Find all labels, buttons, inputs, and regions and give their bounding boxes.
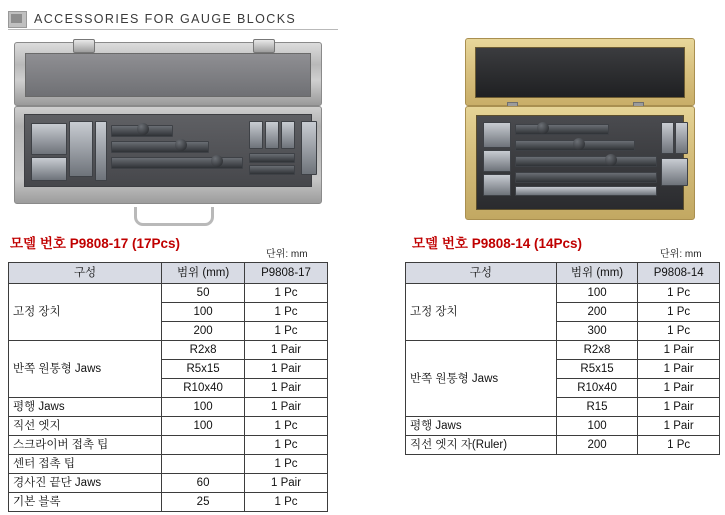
cell-quantity: 1 Pc [245,303,328,322]
cell-component: 평행 Jaws [9,398,162,417]
cell-quantity: 1 Pair [245,341,328,360]
table-row [9,455,328,474]
cell-quantity: 1 Pc [245,436,328,455]
tool-holder [515,172,657,183]
tool-holder [515,124,609,135]
cell-quantity: 1 Pair [245,474,328,493]
table-header-row [406,263,720,284]
page-header [8,8,340,30]
right-model-line [412,232,582,252]
table-row [9,341,328,360]
cell-range [162,436,245,455]
right-model-number: P9808-14 [471,236,531,251]
right-model-label: 모델 번호 [412,236,468,251]
tool-bar [95,121,107,181]
cell-component: 고정 장치 [406,284,557,341]
cell-quantity: 1 Pc [245,417,328,436]
tool-tip [265,121,279,149]
cell-quantity: 1 Pc [638,284,720,303]
cell-quantity: 1 Pair [638,417,720,436]
cell-range: 100 [162,398,245,417]
case-handle [134,207,214,226]
cell-quantity: 1 Pc [245,322,328,341]
cell-range: 100 [556,284,638,303]
cell-range: 25 [162,493,245,512]
cell-quantity: 1 Pc [245,284,328,303]
cell-range: R10x40 [556,379,638,398]
case-lid [465,38,695,106]
knob-icon [211,155,223,167]
cell-range: 200 [162,322,245,341]
cell-quantity: 1 Pc [245,493,328,512]
table-row [9,284,328,303]
cell-quantity: 1 Pc [638,322,720,341]
table-row [9,493,328,512]
case-lid [14,42,322,106]
tool-block [31,157,67,181]
flag-icon [8,11,27,28]
wooden-case-photo [455,30,705,230]
cell-component: 직선 엣지 자(Ruler) [406,436,557,455]
cell-component: 평행 Jaws [406,417,557,436]
knob-icon [537,122,549,134]
page-title: ACCESSORIES FOR GAUGE BLOCKS [34,12,297,26]
tool-holder [111,141,209,153]
header-component: 구성 [9,263,162,284]
cell-quantity: 1 Pair [245,398,328,417]
cell-quantity: 1 Pc [638,303,720,322]
cell-range: 100 [162,303,245,322]
cell-range: R2x8 [162,341,245,360]
cell-range: 60 [162,474,245,493]
cell-range: 200 [556,303,638,322]
knob-icon [605,154,617,166]
header-component: 구성 [406,263,557,284]
case-body [465,106,695,220]
header-divider [8,29,338,30]
tool-block [483,150,511,172]
body-foam [24,114,312,187]
cell-component: 센터 접촉 팁 [9,455,162,474]
cell-range: 100 [556,417,638,436]
tool-jaw [69,121,93,177]
cell-range: R2x8 [556,341,638,360]
knob-icon [573,138,585,150]
tool-block [483,174,511,196]
right-spec-table [405,262,720,455]
right-unit-note: 단위: mm [660,249,702,260]
table-row [406,436,720,455]
right-table-body [406,284,720,455]
tool-holder [111,157,243,169]
table-row [9,474,328,493]
cell-quantity: 1 Pair [245,360,328,379]
left-model-label: 모델 번호 [10,236,66,251]
tool-small [249,153,295,163]
body-foam [476,115,684,210]
knob-icon [175,139,187,151]
cell-component: 고정 장치 [9,284,162,341]
cell-range: 50 [162,284,245,303]
tool-block [483,122,511,148]
cell-quantity: 1 Pair [638,341,720,360]
cell-range: R5x15 [162,360,245,379]
knob-icon [137,123,149,135]
cell-component: 직선 엣지 [9,417,162,436]
header-range: 범위 (mm) [162,263,245,284]
latch-right-icon [253,39,275,53]
cell-component: 기본 블록 [9,493,162,512]
cell-quantity: 1 Pc [245,455,328,474]
left-table-body [9,284,328,512]
tool-block [661,158,688,186]
aluminium-case-illustration [8,36,328,228]
cell-quantity: 1 Pc [638,436,720,455]
tool-block [31,123,67,155]
cell-range: 100 [162,417,245,436]
right-piece-count: (14Pcs) [534,236,583,251]
table-row [9,398,328,417]
left-spec-table [8,262,328,512]
cell-component: 반쪽 원통형 Jaws [9,341,162,398]
cell-component: 경사진 끝단 Jaws [9,474,162,493]
table-row [406,417,720,436]
cell-component: 반쪽 원통형 Jaws [406,341,557,417]
tool-small [249,165,295,175]
left-piece-count: (17Pcs) [132,236,181,251]
tool-bar [301,121,317,175]
latch-left-icon [73,39,95,53]
cell-range: R15 [556,398,638,417]
cell-range: R10x40 [162,379,245,398]
tool-tip [249,121,263,149]
tool-tip [675,122,688,154]
case-body [14,106,322,204]
tool-tip [661,122,674,154]
cell-quantity: 1 Pair [245,379,328,398]
table-row [406,341,720,360]
tool-tip [281,121,295,149]
left-model-number: P9808-17 [69,236,129,251]
cell-component: 스크라이버 접촉 팁 [9,436,162,455]
wooden-case-illustration [455,30,705,230]
tool-holder [515,156,657,167]
table-row [9,436,328,455]
left-unit-note: 단위: mm [266,249,308,260]
header-range: 범위 (mm) [556,263,638,284]
cell-range: 300 [556,322,638,341]
table-row [9,417,328,436]
cell-range: R5x15 [556,360,638,379]
table-row [406,284,720,303]
cell-quantity: 1 Pair [638,379,720,398]
lid-foam [475,47,685,98]
table-header-row [9,263,328,284]
tool-ruler [515,186,657,196]
cell-range: 200 [556,436,638,455]
header-model: P9808-14 [638,263,720,284]
left-model-line [10,232,180,252]
cell-quantity: 1 Pair [638,360,720,379]
cell-range [162,455,245,474]
header-model: P9808-17 [245,263,328,284]
cell-quantity: 1 Pair [638,398,720,417]
lid-foam [25,53,311,97]
aluminium-case-photo [8,36,328,228]
